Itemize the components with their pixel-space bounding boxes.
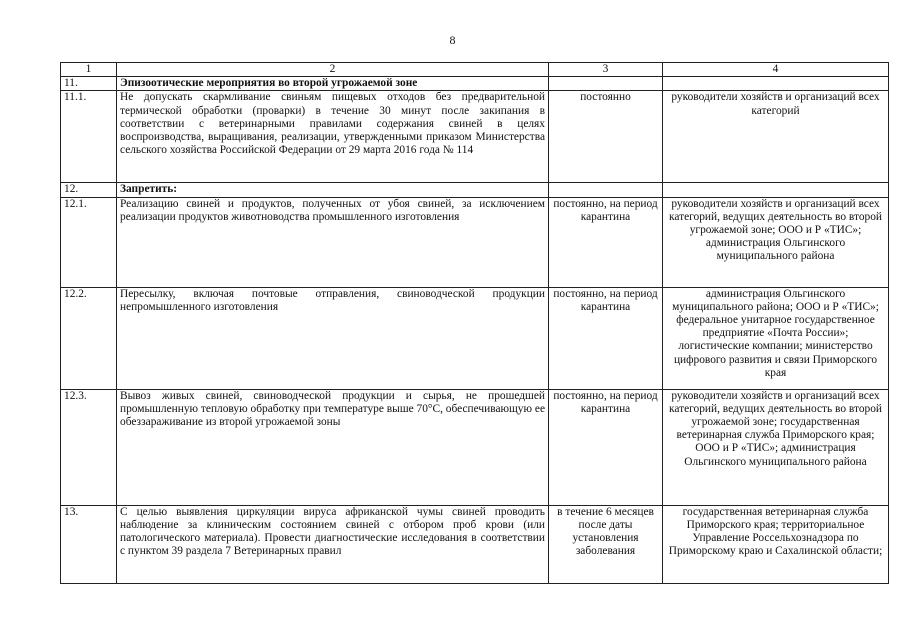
measures-table: [60, 62, 889, 584]
responsible-cell: руководители хозяйств и организаций всех категорий, ведущих деятельность во второй угрожаемой зоне; государственная ветеринарная служба Приморского края; ООО и Р «ТИС»; администрация Ольгинского муниципального района: [663, 389, 889, 505]
deadline-cell: [549, 183, 663, 197]
measure-description: Пересылку, включая почтовые отправления, свиноводческой продукции непромышленного изготовления: [117, 287, 549, 389]
section-title: Запретить:: [117, 183, 549, 197]
page-number: 8: [449, 33, 456, 47]
responsible-cell: руководители хозяйств и организаций всех категорий: [663, 91, 889, 183]
responsible-cell: руководители хозяйств и организаций всех категорий, ведущих деятельность во второй угрожаемой зоне; ООО и Р «ТИС»; администрация Ольгинского муниципального района: [663, 197, 889, 287]
responsible-cell: [663, 183, 889, 197]
table-header-row: [61, 63, 889, 77]
measure-description: Не допускать скармливание свиньям пищевых отходов без предварительной термической обработки (проварки) в течение 30 минут после закипания в соответствии с ветеринарными правилами содержания свиней в целях воспроизводства, выращивания, реализации, утвержденными приказом Министерства сельского хозяйства Российской Федерации от 29 марта 2016 года № 114: [117, 91, 549, 183]
deadline-cell: [549, 77, 663, 91]
row-number: 12.3.: [61, 389, 117, 505]
deadline-cell: постоянно, на период карантина: [549, 197, 663, 287]
deadline-cell: в течение 6 месяцев после даты установления заболевания: [549, 505, 663, 583]
table-row-12-1: [61, 197, 889, 287]
table-row-12-3: [61, 389, 889, 505]
table-row-11-1: [61, 91, 889, 183]
deadline-cell: постоянно: [549, 91, 663, 183]
measure-description: С целью выявления циркуляции вируса африканской чумы свиней проводить наблюдение за клиническим состоянием свиней с отбором проб крови (или патологического материала). Провести диагностические исследования в соответствии с пунктом 39 раздела 7 Ветеринарных правил: [117, 505, 549, 583]
table-row-12-2: [61, 287, 889, 389]
row-number: 12.2.: [61, 287, 117, 389]
row-number: 12.1.: [61, 197, 117, 287]
row-number: 13.: [61, 505, 117, 583]
header-cell-2: 2: [117, 63, 549, 77]
measure-description: Реализацию свиней и продуктов, полученных от убоя свиней, за исключением реализации продуктов животноводства промышленного изготовления: [117, 197, 549, 287]
table-row-section-11: [61, 77, 889, 91]
header-cell-1: 1: [61, 63, 117, 77]
responsible-cell: государственная ветеринарная служба Приморского края; территориальное Управление Россельхознадзора по Приморскому краю и Сахалинской области;: [663, 505, 889, 583]
deadline-cell: постоянно, на период карантина: [549, 287, 663, 389]
header-cell-3: 3: [549, 63, 663, 77]
responsible-cell: [663, 77, 889, 91]
section-title: Эпизоотические мероприятия во второй угрожаемой зоне: [117, 77, 549, 91]
row-number: 11.1.: [61, 91, 117, 183]
row-number: 11.: [61, 77, 117, 91]
responsible-cell: администрация Ольгинского муниципального района; ООО и Р «ТИС»; федеральное унитарное государственное предприятие «Почта России»; логистические компании; министерство цифрового развития и связи Приморского края: [663, 287, 889, 389]
row-number: 12.: [61, 183, 117, 197]
measure-description: Вывоз живых свиней, свиноводческой продукции и сырья, не прошедшей промышленную тепловую обработку при температуре выше 70°С, обеспечивающую ее обеззараживание из второй угрожаемой зоны: [117, 389, 549, 505]
table-row-13: [61, 505, 889, 583]
header-cell-4: 4: [663, 63, 889, 77]
table-row-section-12: [61, 183, 889, 197]
deadline-cell: постоянно, на период карантина: [549, 389, 663, 505]
